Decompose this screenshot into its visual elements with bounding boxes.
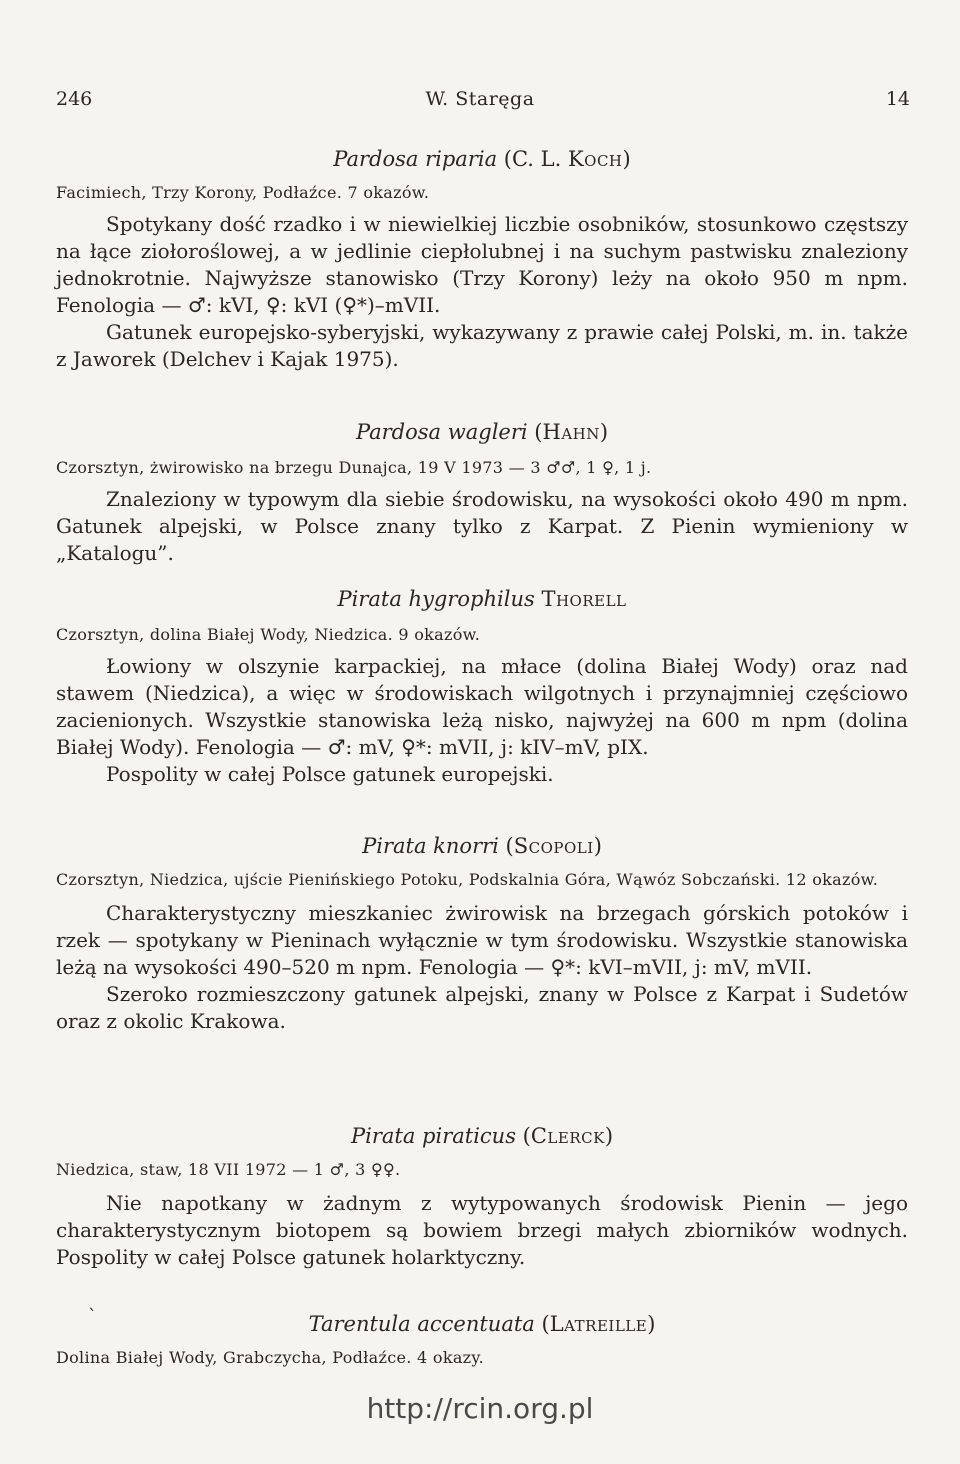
species-author: Thorell — [541, 587, 627, 611]
genus-name: Pardosa — [333, 147, 419, 171]
genus-name: Pardosa — [355, 420, 442, 444]
running-head-author: W. Staręga — [425, 88, 535, 110]
species-entry — [56, 832, 908, 1035]
author-close: ) — [647, 1312, 656, 1336]
species-name: hygrophilus — [408, 587, 535, 611]
species-author: Scopoli — [513, 834, 594, 858]
species-heading — [56, 418, 908, 446]
species-heading — [56, 832, 908, 860]
page-number: 246 — [56, 88, 93, 110]
species-name: piraticus — [422, 1124, 516, 1148]
species-author: Koch — [567, 147, 623, 171]
species-author: Hahn — [542, 420, 600, 444]
species-name: accentuata — [417, 1312, 535, 1336]
author-open: ( — [541, 1312, 550, 1336]
author-close: ) — [604, 1124, 614, 1148]
genus-name: Pirata — [337, 587, 402, 611]
author-open: ( — [505, 834, 514, 858]
author-open: ( — [534, 420, 543, 444]
genus-name: Pirata — [362, 834, 427, 858]
body-paragraph: Charakterystyczny mieszkaniec żwirowisk na brzegach górskich potoków i rzek — spotykany w Pieninach wyłącznie w tym środowisku. Wszystkie stanowiska leżą na wysokości 490–520 m npm. Fenologia — ♀*: kVI–mVII, j: mV, mVII. — [56, 901, 908, 979]
body-paragraph: Znaleziony w typowym dla siebie środowisku, na wysokości około 490 m npm. Gatunek alpejski, w Polsce znany tylko z Karpat. Z Pienin wymieniony w „Katalogu”. — [56, 487, 908, 565]
species-author: Latreille — [549, 1312, 648, 1336]
locality-list: Niedzica, staw, 18 VII 1972 — 1 ♂, 3 ♀♀. — [56, 1160, 401, 1179]
body-paragraph: Szeroko rozmieszczony gatunek alpejski, znany w Polsce z Karpat i Sudetów oraz z okolic Krakowa. — [56, 982, 908, 1033]
genus-name: Pirata — [350, 1124, 416, 1148]
species-name: knorri — [433, 834, 499, 858]
species-entry — [56, 145, 908, 373]
source-url: http://rcin.org.pl — [366, 1392, 594, 1425]
species-entry — [56, 1122, 908, 1271]
body-paragraph: Pospolity w całej Polsce gatunek europejski. — [106, 762, 554, 786]
author-open: ( — [522, 1124, 531, 1148]
species-entry — [56, 585, 908, 788]
locality-list: Czorsztyn, Niedzica, ujście Pienińskiego Potoku, Podskalnia Góra, Wąwóz Sobczański. 12 okazów. — [56, 870, 879, 889]
species-heading — [56, 585, 908, 613]
locality-list: Czorsztyn, żwirowisko na brzegu Dunajca, 19 V 1973 — 3 ♂♂, 1 ♀, 1 j. — [56, 458, 652, 477]
species-name: wagleri — [447, 420, 528, 444]
body-paragraph: Nie napotkany w żadnym z wytypowanych środowisk Pienin — jego charakterystycznym biotopem są bowiem brzegi małych zbiorników wodnych. Pospolity w całej Polsce gatunek holarktyczny. — [56, 1191, 908, 1269]
species-heading — [56, 1310, 908, 1338]
species-entry — [56, 418, 908, 567]
locality-list: Facimiech, Trzy Korony, Podłaźce. 7 okazów. — [56, 183, 430, 202]
author-close: ) — [599, 420, 609, 444]
species-heading — [56, 1122, 908, 1150]
author-close: ) — [622, 147, 631, 171]
author-open: (C. L. — [503, 147, 568, 171]
body-paragraph: Spotykany dość rzadko i w niewielkiej liczbie osobników, stosunkowo częstszy na łące ziołoroślowej, a w jedlinie ciepłolubnej i na suchym pastwisku znaleziony jednokrotnie. Najwyższe stanowisko (Trzy Korony) leży na około 950 m npm. Fenologia — ♂: kVI, ♀: kVI (♀*)–mVII. — [56, 212, 908, 317]
species-name: riparia — [425, 147, 498, 171]
species-entry — [56, 1310, 908, 1370]
author-close: ) — [593, 834, 602, 858]
genus-name: Tarentula — [308, 1312, 411, 1336]
locality-list: Czorsztyn, dolina Białej Wody, Niedzica. 9 okazów. — [56, 625, 481, 644]
body-paragraph: Łowiony w olszynie karpackiej, na młace (dolina Białej Wody) oraz nad stawem (Niedzica), a więc w środowiskach wilgotnych i przynajmniej częściowo zacienionych. Wszystkie stanowiska leżą nisko, najwyżej na 600 m npm (dolina Białej Wody). Fenologia — ♂: mV, ♀*: mVII, j: kIV–mV, pIX. — [56, 654, 908, 759]
locality-list: Dolina Białej Wody, Grabczycha, Podłaźce. 4 okazy. — [56, 1348, 484, 1367]
species-author: Clerck — [530, 1124, 605, 1148]
section-number: 14 — [885, 88, 910, 110]
stray-mark: ` — [88, 1306, 97, 1327]
species-heading — [56, 145, 908, 173]
body-paragraph: Gatunek europejsko-syberyjski, wykazywany z prawie całej Polski, m. in. także z Jaworek (Delchev i Kajak 1975). — [56, 320, 908, 371]
